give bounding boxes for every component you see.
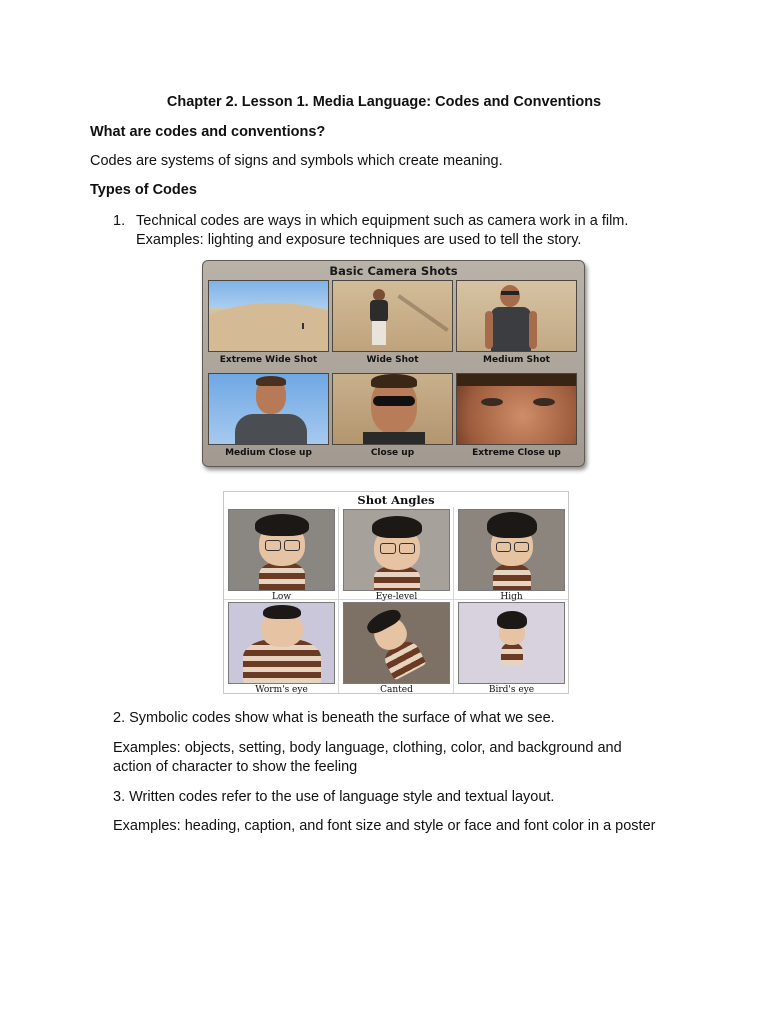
camera-shots-figure	[202, 260, 585, 467]
angle-label: Worm's eye	[255, 685, 308, 695]
shot-label: Medium Shot	[483, 355, 550, 365]
heading-types-of-codes: Types of Codes	[90, 182, 197, 198]
medium-shot-photo	[456, 280, 577, 352]
low-angle-photo	[228, 509, 335, 591]
medium-close-up-photo	[208, 373, 329, 445]
shot-label: Extreme Wide Shot	[219, 355, 318, 365]
angle-label: High	[500, 592, 523, 602]
shot-medium	[456, 280, 577, 365]
angle-label: Low	[271, 592, 292, 602]
grid-divider	[338, 507, 339, 693]
shot-label: Wide Shot	[366, 355, 419, 365]
shot-extreme-close-up	[456, 373, 577, 458]
shot-medium-close-up	[208, 373, 329, 458]
item3-text: 3. Written codes refer to the use of language style and textual layout.	[113, 789, 555, 805]
shot-label: Medium Close up	[225, 448, 312, 458]
item2-examples-line1: Examples: objects, setting, body language, clothing, color, and background and	[113, 740, 622, 756]
grid-divider	[453, 507, 454, 693]
angle-label: Bird's eye	[488, 685, 535, 695]
item1-examples: Examples: lighting and exposure techniques are used to tell the story.	[136, 232, 582, 248]
codes-definition: Codes are systems of signs and symbols which create meaning.	[90, 153, 503, 169]
page-title: Chapter 2. Lesson 1. Media Language: Codes and Conventions	[166, 94, 602, 110]
worms-eye-photo	[228, 602, 335, 684]
angle-worms-eye	[228, 602, 335, 695]
shot-angles-figure	[223, 491, 569, 694]
item3-examples: Examples: heading, caption, and font size and style or face and font color in a poster	[113, 818, 656, 834]
shot-angles-title: Shot Angles	[357, 493, 435, 507]
extreme-close-up-photo	[456, 373, 577, 445]
angle-low	[228, 509, 335, 602]
angle-high	[458, 509, 565, 602]
item1-number: 1.	[113, 213, 126, 229]
eye-level-photo	[343, 509, 450, 591]
angle-birds-eye	[458, 602, 565, 695]
shot-extreme-wide	[208, 280, 329, 365]
angle-label: Eye-level	[375, 592, 418, 602]
high-angle-photo	[458, 509, 565, 591]
item1-text: Technical codes are ways in which equipment such as camera work in a film.	[136, 213, 629, 229]
canted-photo	[343, 602, 450, 684]
camera-shots-title: Basic Camera Shots	[329, 264, 458, 278]
shot-label: Extreme Close up	[472, 448, 561, 458]
shot-close-up	[332, 373, 453, 458]
shot-wide	[332, 280, 453, 365]
angle-eye-level	[343, 509, 450, 602]
close-up-photo	[332, 373, 453, 445]
extreme-wide-shot-photo	[208, 280, 329, 352]
angle-label: Canted	[380, 685, 413, 695]
birds-eye-photo	[458, 602, 565, 684]
item2-text: 2. Symbolic codes show what is beneath the surface of what we see.	[113, 710, 555, 726]
angle-canted	[343, 602, 450, 695]
wide-shot-photo	[332, 280, 453, 352]
heading-codes-and-conventions: What are codes and conventions?	[90, 124, 326, 140]
shot-label: Close up	[370, 448, 415, 458]
item2-examples-line2: action of character to show the feeling	[113, 759, 358, 775]
